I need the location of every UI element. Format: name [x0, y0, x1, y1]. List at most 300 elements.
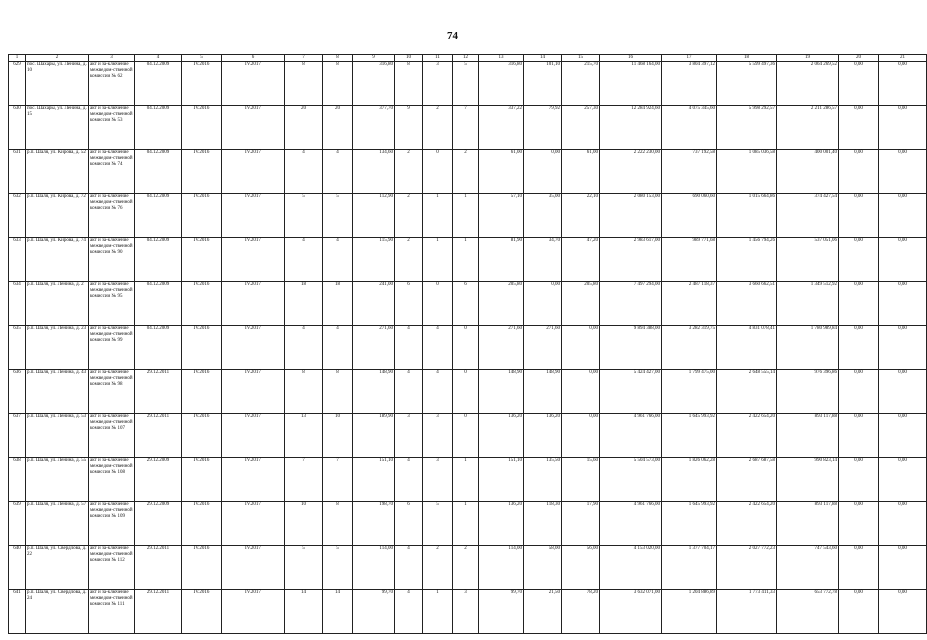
rooms-municipal: 2 — [453, 150, 479, 194]
local-cost: 1 780 989,84 — [777, 326, 839, 370]
rooms-private: 4 — [423, 326, 453, 370]
total-cost: 3 632 071,00 — [600, 590, 662, 634]
residents-count: 4 — [285, 326, 323, 370]
column-number: 4 — [135, 55, 182, 62]
rooms-private: 4 — [423, 370, 453, 414]
resettled-area: 136,20 — [479, 502, 524, 546]
private-area: 136,20 — [524, 414, 562, 458]
planned-demolition-date: IV.2017 — [222, 370, 285, 414]
planned-demolition-date: IV.2017 — [222, 502, 285, 546]
table-row — [9, 238, 927, 282]
local-cost: 2 211 286,57 — [777, 106, 839, 150]
extra-cost-2: 0,00 — [879, 194, 927, 238]
regional-cost: 2 648 555,14 — [717, 370, 777, 414]
total-area: 316,80 — [353, 62, 395, 106]
column-number: 11 — [423, 55, 453, 62]
planned-resettlement-date: IV.2016 — [182, 370, 222, 414]
row-number: 633 — [9, 238, 26, 282]
rooms-municipal: 2 — [453, 546, 479, 590]
planned-resettlement-date: IV.2016 — [182, 414, 222, 458]
basis-document: акт и за-ключение межведом-ственной комиссии № 99 — [89, 326, 135, 370]
column-number: 7 — [285, 55, 323, 62]
regional-cost: 2 422 654,20 — [717, 502, 777, 546]
rooms-total: 9 — [395, 106, 423, 150]
participants-count: 5 — [323, 194, 353, 238]
table-row — [9, 370, 927, 414]
total-area: 134,60 — [353, 150, 395, 194]
private-area: 34,70 — [524, 238, 562, 282]
row-number: 641 — [9, 590, 26, 634]
extra-cost-1: 0,00 — [839, 62, 879, 106]
planned-resettlement-date: IV.2016 — [182, 106, 222, 150]
document-date: 29.12.2011 — [135, 590, 182, 634]
rooms-total: 2 — [395, 238, 423, 282]
private-area: 271,60 — [524, 326, 562, 370]
participants-count: 8 — [323, 370, 353, 414]
resettled-area: 316,80 — [479, 62, 524, 106]
document-date: 04.12.2009 — [135, 150, 182, 194]
residents-count: 4 — [285, 238, 323, 282]
rooms-municipal: 7 — [453, 106, 479, 150]
extra-cost-1: 0,00 — [839, 414, 879, 458]
row-number: 632 — [9, 194, 26, 238]
fund-cost: 1 645 993,92 — [662, 414, 717, 458]
private-area: 58,00 — [524, 546, 562, 590]
resettled-area: 99,70 — [479, 590, 524, 634]
row-number: 629 — [9, 62, 26, 106]
address: пос. Шахары, ул. Ленина, д. 15 — [26, 106, 89, 150]
rooms-municipal: 3 — [453, 590, 479, 634]
resettled-area: 337,22 — [479, 106, 524, 150]
extra-cost-2: 0,00 — [879, 62, 927, 106]
regional-cost: 5 599 497,36 — [717, 62, 777, 106]
fund-cost: 3 804 397,12 — [662, 62, 717, 106]
municipal-area: 0,00 — [562, 414, 600, 458]
resettled-area: 148,90 — [479, 370, 524, 414]
rooms-municipal: 6 — [453, 282, 479, 326]
total-cost: 2 983 617,00 — [600, 238, 662, 282]
planned-demolition-date: IV.2017 — [222, 62, 285, 106]
table-row — [9, 546, 927, 590]
housing-register-table — [8, 54, 927, 634]
extra-cost-1: 0,00 — [839, 502, 879, 546]
extra-cost-2: 0,00 — [879, 106, 927, 150]
planned-demolition-date: IV.2017 — [222, 326, 285, 370]
basis-document: акт и за-ключение межведом-ственной комиссии № 90 — [89, 238, 135, 282]
extra-cost-2: 0,00 — [879, 458, 927, 502]
basis-document: акт и за-ключение межведом-ственной комиссии № 62 — [89, 62, 135, 106]
total-cost: 5 424 427,00 — [600, 370, 662, 414]
participants-count: 8 — [323, 502, 353, 546]
municipal-area: 61,00 — [562, 150, 600, 194]
resettled-area: 57,10 — [479, 194, 524, 238]
rooms-private: 1 — [423, 590, 453, 634]
column-number: 2 — [26, 55, 89, 62]
address: р.п. Шаля, ул. Ленина, д. 53 — [26, 414, 89, 458]
rooms-total: 4 — [395, 590, 423, 634]
local-cost: 374 427,54 — [777, 194, 839, 238]
total-cost: 4 153 020,00 — [600, 546, 662, 590]
document-date: 29.12.2009 — [135, 502, 182, 546]
planned-resettlement-date: IV.2016 — [182, 502, 222, 546]
private-area: 21,50 — [524, 590, 562, 634]
row-number: 635 — [9, 326, 26, 370]
column-number: 20 — [839, 55, 879, 62]
municipal-area: 78,20 — [562, 590, 600, 634]
column-number-header — [9, 55, 927, 62]
residents-count: 5 — [285, 546, 323, 590]
rooms-total: 4 — [395, 546, 423, 590]
table-row — [9, 282, 927, 326]
rooms-private: 0 — [423, 150, 453, 194]
planned-demolition-date: IV.2017 — [222, 458, 285, 502]
municipal-area: 15,60 — [562, 458, 600, 502]
participants-count: 5 — [323, 546, 353, 590]
planned-demolition-date: IV.2017 — [222, 194, 285, 238]
extra-cost-2: 0,00 — [879, 282, 927, 326]
extra-cost-1: 0,00 — [839, 458, 879, 502]
fund-cost: 4 075 345,60 — [662, 106, 717, 150]
municipal-area: 22,10 — [562, 194, 600, 238]
column-number: 8 — [323, 55, 353, 62]
rooms-municipal: 0 — [453, 326, 479, 370]
total-area: 115,90 — [353, 238, 395, 282]
regional-cost: 2 687 687,58 — [717, 458, 777, 502]
private-area: 79,92 — [524, 106, 562, 150]
fund-cost: 1 799 475,00 — [662, 370, 717, 414]
document-date: 04.12.2009 — [135, 106, 182, 150]
residents-count: 20 — [285, 106, 323, 150]
document-date: 29.12.2011 — [135, 370, 182, 414]
private-area: 0,00 — [524, 150, 562, 194]
planned-demolition-date: IV.2017 — [222, 282, 285, 326]
address: р.п. Шаля, ул. Ленина, д. 23 — [26, 326, 89, 370]
column-number: 19 — [777, 55, 839, 62]
total-cost: 4 961 766,00 — [600, 502, 662, 546]
planned-resettlement-date: IV.2016 — [182, 546, 222, 590]
local-cost: 747 543,60 — [777, 546, 839, 590]
rooms-municipal: 1 — [453, 458, 479, 502]
document-date: 29.12.2009 — [135, 458, 182, 502]
row-number: 640 — [9, 546, 26, 590]
fund-cost: 1 826 062,28 — [662, 458, 717, 502]
rooms-total: 6 — [395, 502, 423, 546]
address: р.п. Шаля, ул. Ленина, д. 57 — [26, 502, 89, 546]
column-number: 18 — [717, 55, 777, 62]
fund-cost: 989 771,68 — [662, 238, 717, 282]
rooms-municipal: 1 — [453, 194, 479, 238]
municipal-area: 17,90 — [562, 502, 600, 546]
resettled-area: 151,10 — [479, 458, 524, 502]
rooms-private: 3 — [423, 62, 453, 106]
basis-document: акт и за-ключение межведом-ственной комиссии № 53 — [89, 106, 135, 150]
total-area: 377,70 — [353, 106, 395, 150]
total-area: 198,70 — [353, 502, 395, 546]
rooms-private: 2 — [423, 106, 453, 150]
regional-cost: 2 422 654,20 — [717, 414, 777, 458]
local-cost: 893 117,88 — [777, 502, 839, 546]
local-cost: 2 064 269,52 — [777, 62, 839, 106]
address: р.п. Шаля, ул. Ленина, д. 55 — [26, 458, 89, 502]
rooms-private: 3 — [423, 458, 453, 502]
basis-document: акт и за-ключение межведом-ственной комиссии № 112 — [89, 546, 135, 590]
table-row — [9, 590, 927, 634]
row-number: 631 — [9, 150, 26, 194]
private-area: 101,10 — [524, 62, 562, 106]
residents-count: 5 — [285, 194, 323, 238]
municipal-area: 215,70 — [562, 62, 600, 106]
column-number: 16 — [600, 55, 662, 62]
private-area: 118,30 — [524, 502, 562, 546]
local-cost: 990 823,14 — [777, 458, 839, 502]
document-date: 04.12.2009 — [135, 194, 182, 238]
rooms-total: 2 — [395, 194, 423, 238]
rooms-private: 2 — [423, 546, 453, 590]
extra-cost-1: 0,00 — [839, 150, 879, 194]
table-row — [9, 150, 927, 194]
total-area: 151,10 — [353, 458, 395, 502]
total-area: 99,70 — [353, 590, 395, 634]
participants-count: 4 — [323, 150, 353, 194]
regional-cost: 5 998 292,57 — [717, 106, 777, 150]
extra-cost-2: 0,00 — [879, 370, 927, 414]
column-number: 17 — [662, 55, 717, 62]
fund-cost: 690 060,60 — [662, 194, 717, 238]
planned-resettlement-date: IV.2016 — [182, 590, 222, 634]
rooms-municipal: 1 — [453, 238, 479, 282]
extra-cost-1: 0,00 — [839, 546, 879, 590]
row-number: 636 — [9, 370, 26, 414]
table-row — [9, 414, 927, 458]
basis-document: акт и за-ключение межведом-ственной комиссии № 111 — [89, 590, 135, 634]
fund-cost: 3 282 319,75 — [662, 326, 717, 370]
column-number: 5 — [182, 55, 222, 62]
regional-cost: 1 773 411,33 — [717, 590, 777, 634]
total-cost: 2 222 230,00 — [600, 150, 662, 194]
rooms-private: 1 — [423, 238, 453, 282]
table-row — [9, 62, 927, 106]
fund-cost: 1 204 886,89 — [662, 590, 717, 634]
basis-document: акт и за-ключение межведом-ственной комиссии № 109 — [89, 502, 135, 546]
regional-cost: 1 085 036,58 — [717, 150, 777, 194]
column-number: 1 — [9, 55, 26, 62]
document-date: 04.12.2009 — [135, 62, 182, 106]
residents-count: 13 — [285, 414, 323, 458]
fund-cost: 1 377 704,17 — [662, 546, 717, 590]
fund-cost: 2 487 118,37 — [662, 282, 717, 326]
extra-cost-1: 0,00 — [839, 194, 879, 238]
planned-resettlement-date: IV.2016 — [182, 282, 222, 326]
municipal-area: 47,20 — [562, 238, 600, 282]
table-row — [9, 458, 927, 502]
extra-cost-2: 0,00 — [879, 326, 927, 370]
column-number: 12 — [453, 55, 479, 62]
basis-document: акт и за-ключение межведом-ственной комиссии № 107 — [89, 414, 135, 458]
regional-cost: 1 456 794,26 — [717, 238, 777, 282]
planned-resettlement-date: IV.2016 — [182, 326, 222, 370]
table-row — [9, 502, 927, 546]
document-date: 04.12.2009 — [135, 238, 182, 282]
planned-resettlement-date: IV.2016 — [182, 150, 222, 194]
address: р.п. Шаля, ул. Кирова, д. 72 — [26, 194, 89, 238]
regional-cost: 1 015 664,86 — [717, 194, 777, 238]
regional-cost: 3 660 662,51 — [717, 282, 777, 326]
participants-count: 18 — [323, 282, 353, 326]
participants-count: 7 — [323, 458, 353, 502]
rooms-total: 4 — [395, 370, 423, 414]
fund-cost: 1 645 993,92 — [662, 502, 717, 546]
residents-count: 18 — [285, 282, 323, 326]
total-area: 112,90 — [353, 194, 395, 238]
local-cost: 893 117,88 — [777, 414, 839, 458]
rooms-total: 8 — [395, 62, 423, 106]
participants-count: 14 — [323, 590, 353, 634]
column-number: 15 — [562, 55, 600, 62]
extra-cost-2: 0,00 — [879, 546, 927, 590]
total-cost: 11 468 164,00 — [600, 62, 662, 106]
total-cost: 4 961 766,00 — [600, 414, 662, 458]
rooms-total: 2 — [395, 150, 423, 194]
residents-count: 10 — [285, 502, 323, 546]
column-number: 9 — [353, 55, 395, 62]
residents-count: 14 — [285, 590, 323, 634]
address: р.п. Шаля, ул. Ленина, д. 43 — [26, 370, 89, 414]
document-date: 04.12.2009 — [135, 282, 182, 326]
address: р.п. Шаля, ул. Кирова, д. 74 — [26, 238, 89, 282]
residents-count: 8 — [285, 370, 323, 414]
row-number: 637 — [9, 414, 26, 458]
private-area: 35,00 — [524, 194, 562, 238]
rooms-total: 4 — [395, 458, 423, 502]
rooms-private: 0 — [423, 282, 453, 326]
page-number: 74 — [447, 30, 458, 42]
address: пос. Шахары, ул. Ленина, д. 10 — [26, 62, 89, 106]
regional-cost: 4 831 078,41 — [717, 326, 777, 370]
basis-document: акт и за-ключение межведом-ственной комиссии № 74 — [89, 150, 135, 194]
column-number: 21 — [879, 55, 927, 62]
local-cost: 653 772,78 — [777, 590, 839, 634]
planned-demolition-date: IV.2017 — [222, 414, 285, 458]
planned-resettlement-date: IV.2016 — [182, 194, 222, 238]
municipal-area: 0,00 — [562, 326, 600, 370]
table-row — [9, 326, 927, 370]
rooms-private: 3 — [423, 414, 453, 458]
total-cost: 7 497 294,00 — [600, 282, 662, 326]
total-area: 241,00 — [353, 282, 395, 326]
local-cost: 400 001,40 — [777, 150, 839, 194]
rooms-municipal: 1 — [453, 502, 479, 546]
private-area: 148,90 — [524, 370, 562, 414]
participants-count: 20 — [323, 106, 353, 150]
participants-count: 8 — [323, 62, 353, 106]
rooms-total: 6 — [395, 282, 423, 326]
resettled-area: 271,60 — [479, 326, 524, 370]
planned-demolition-date: IV.2017 — [222, 546, 285, 590]
private-area: 0,00 — [524, 282, 562, 326]
rooms-private: 1 — [423, 194, 453, 238]
planned-demolition-date: IV.2017 — [222, 238, 285, 282]
resettled-area: 114,00 — [479, 546, 524, 590]
municipal-area: 205,80 — [562, 282, 600, 326]
planned-resettlement-date: IV.2016 — [182, 62, 222, 106]
total-area: 189,90 — [353, 414, 395, 458]
municipal-area: 56,00 — [562, 546, 600, 590]
residents-count: 7 — [285, 458, 323, 502]
extra-cost-1: 0,00 — [839, 590, 879, 634]
basis-document: акт и за-ключение межведом-ственной комиссии № 108 — [89, 458, 135, 502]
extra-cost-1: 0,00 — [839, 282, 879, 326]
planned-demolition-date: IV.2017 — [222, 590, 285, 634]
extra-cost-2: 0,00 — [879, 150, 927, 194]
planned-demolition-date: IV.2017 — [222, 150, 285, 194]
rooms-municipal: 0 — [453, 414, 479, 458]
extra-cost-2: 0,00 — [879, 414, 927, 458]
total-cost: 2 080 153,00 — [600, 194, 662, 238]
row-number: 639 — [9, 502, 26, 546]
rooms-municipal: 0 — [453, 370, 479, 414]
extra-cost-2: 0,00 — [879, 238, 927, 282]
address: р.п. Шаля, ул. Свердлова, д. 24 — [26, 590, 89, 634]
address: р.п. Шаля, ул. Кирова, д. 52 — [26, 150, 89, 194]
residents-count: 4 — [285, 150, 323, 194]
private-area: 135,50 — [524, 458, 562, 502]
extra-cost-1: 0,00 — [839, 370, 879, 414]
total-area: 148,90 — [353, 370, 395, 414]
total-area: 114,00 — [353, 546, 395, 590]
municipal-area: 0,00 — [562, 370, 600, 414]
resettled-area: 81,90 — [479, 238, 524, 282]
participants-count: 4 — [323, 238, 353, 282]
row-number: 638 — [9, 458, 26, 502]
address: р.п. Шаля, ул. Свердлова, д. 22 — [26, 546, 89, 590]
resettled-area: 136,20 — [479, 414, 524, 458]
planned-resettlement-date: IV.2016 — [182, 458, 222, 502]
rooms-private: 5 — [423, 502, 453, 546]
total-cost: 9 894 388,00 — [600, 326, 662, 370]
extra-cost-1: 0,00 — [839, 326, 879, 370]
extra-cost-2: 0,00 — [879, 502, 927, 546]
total-cost: 5 504 573,00 — [600, 458, 662, 502]
extra-cost-1: 0,00 — [839, 238, 879, 282]
document-date: 29.12.2011 — [135, 414, 182, 458]
column-number: 6 — [222, 55, 285, 62]
table-row — [9, 106, 927, 150]
row-number: 634 — [9, 282, 26, 326]
row-number: 630 — [9, 106, 26, 150]
resettled-area: 205,80 — [479, 282, 524, 326]
planned-demolition-date: IV.2017 — [222, 106, 285, 150]
rooms-total: 4 — [395, 326, 423, 370]
document-date: 29.12.2011 — [135, 546, 182, 590]
total-area: 271,60 — [353, 326, 395, 370]
municipal-area: 257,30 — [562, 106, 600, 150]
residents-count: 8 — [285, 62, 323, 106]
column-number: 14 — [524, 55, 562, 62]
table-row — [9, 194, 927, 238]
document-date: 04.12.2009 — [135, 326, 182, 370]
address: р.п. Шаля, ул. Ленина, д. 2 — [26, 282, 89, 326]
extra-cost-1: 0,00 — [839, 106, 879, 150]
column-number: 13 — [479, 55, 524, 62]
local-cost: 537 051,06 — [777, 238, 839, 282]
planned-resettlement-date: IV.2016 — [182, 238, 222, 282]
participants-count: 4 — [323, 326, 353, 370]
column-number: 3 — [89, 55, 135, 62]
fund-cost: 737 192,58 — [662, 150, 717, 194]
rooms-total: 3 — [395, 414, 423, 458]
local-cost: 1 349 512,92 — [777, 282, 839, 326]
column-number: 10 — [395, 55, 423, 62]
